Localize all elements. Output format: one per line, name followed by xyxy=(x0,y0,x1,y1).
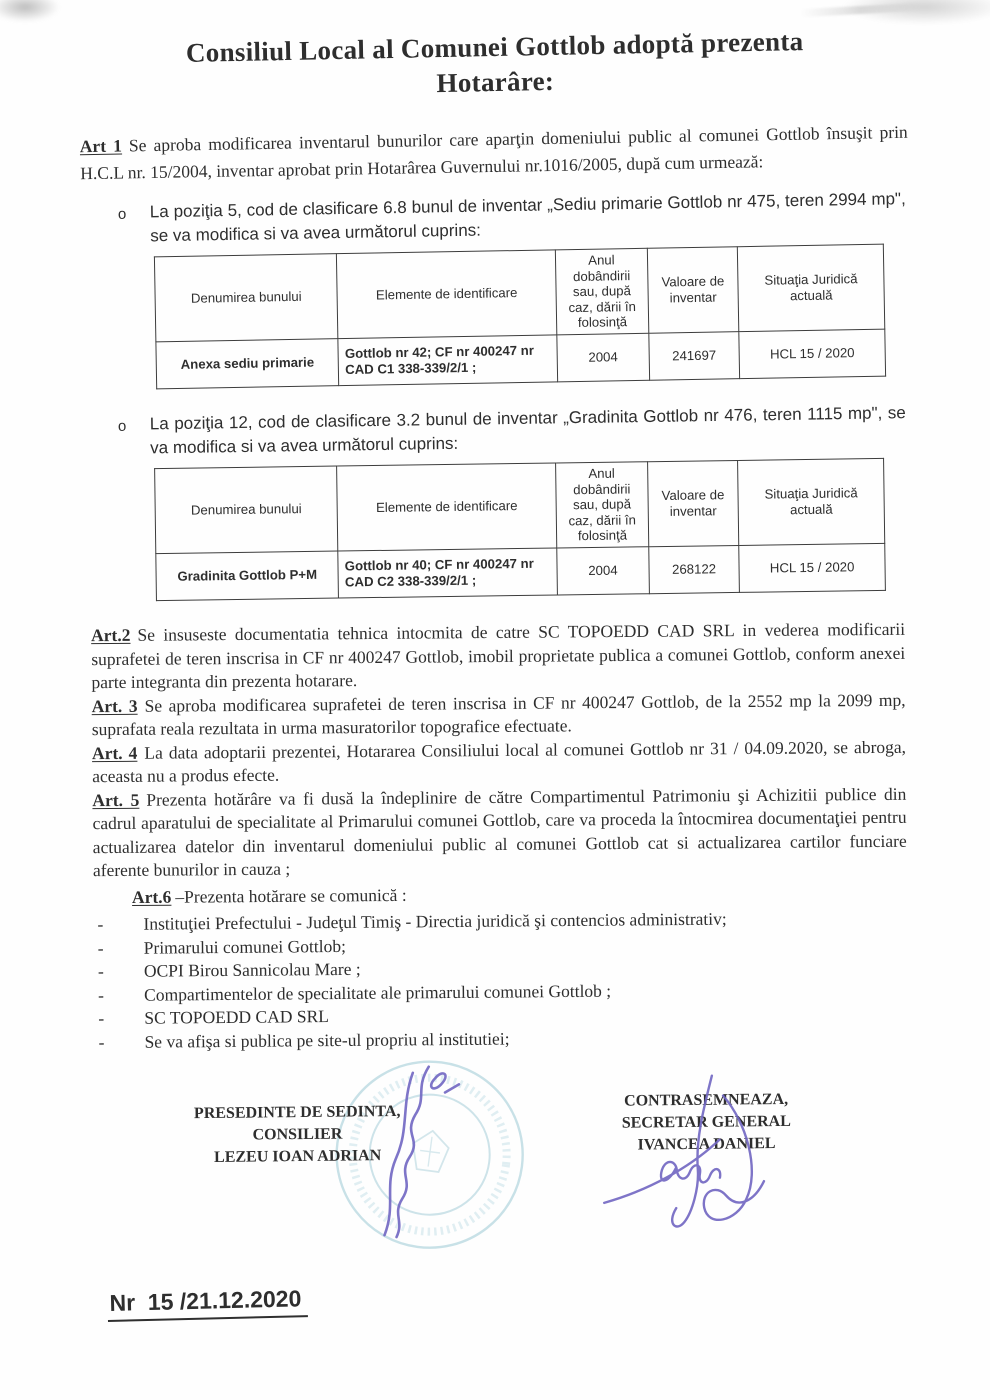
president-name: LEZEU IOAN ADRIAN xyxy=(214,1146,382,1166)
article-5 xyxy=(92,782,907,882)
col-header-anul: Anul dobândirii sau, după caz, dării în folosinţă xyxy=(555,248,648,334)
article-3 xyxy=(92,688,906,741)
article-6-label: Art.6 xyxy=(131,886,172,907)
article-3-text: Se aproba modificarea suprafetei de teren inscrisa in CF nr 400247 Gottlob, de la 2552 mp la 2099 mp, suprafata reala rezultata in urma masuratorilor topografice efectuate. xyxy=(91,689,906,740)
col-header-situatia: Situaţia Juridică actuală xyxy=(738,458,885,545)
list-item-dash: - xyxy=(98,984,105,1005)
cell-valoare: 241697 xyxy=(649,331,740,380)
president-handwritten-signature xyxy=(345,1062,467,1243)
secretary-handwritten-signature xyxy=(597,1068,809,1245)
signature-section xyxy=(0,1060,990,1310)
cell-elemente: Gottlob nr 42; CF nr 400247 nr CAD C1 338-339/2/1 ; xyxy=(338,334,557,385)
list-item-dash: - xyxy=(97,960,104,981)
article-4-label: Art. 4 xyxy=(91,742,138,763)
title-line-2: Hotarâre: xyxy=(436,65,555,99)
col-header-elemente: Elemente de identificare xyxy=(337,250,557,338)
col-header-denumirea: Denumirea bunului xyxy=(155,466,338,553)
cell-situatia: HCL 15 / 2020 xyxy=(739,329,886,379)
cell-situatia: HCL 15 / 2020 xyxy=(739,542,885,591)
col-header-situatia: Situaţia Juridică actuală xyxy=(737,244,884,331)
article-1-label: Art 1 xyxy=(79,135,123,157)
document-title xyxy=(89,22,900,108)
scan-smudge-top-right xyxy=(844,0,990,24)
article-6-text: –Prezenta hotărare se comunică : xyxy=(175,884,407,907)
secretary-title: CONTRASEMNEAZA, xyxy=(624,1090,789,1110)
decision-number: Nr 15 /21.12.2020 xyxy=(107,1285,308,1322)
bullet-marker: o xyxy=(117,417,127,435)
bullet-position-12 xyxy=(118,401,907,461)
article-2-text: Se insuseste documentatia tehnica intocmita de catre SC TOPOEDD CAD SRL in vederea modificarii suprafetei de teren inscrisa in CF nr 400247 Gottlob, imobil proprietate publica a comunei Gottlob, conform anexei parte integranta din prezenta hotarare. xyxy=(91,618,906,693)
col-header-anul: Anul dobândirii sau, după caz, dării în folosinţă xyxy=(556,461,649,547)
list-item-text: Primarului comunei Gottlob; xyxy=(143,934,346,957)
table-header-row xyxy=(155,458,885,553)
article-1-text: Se aproba modificarea inventarul bunurilor care aparţin domeniului public al comunei Gottlob însuşit prin H.C.L nr. 15/2004, inventar aprobat prin Hotarârea Guvernului nr.1016/2005, după cum urmează: xyxy=(80,121,908,184)
secretary-role: SECRETAR GENERAL xyxy=(621,1112,791,1132)
president-role: CONSILIER xyxy=(252,1125,343,1144)
col-header-elemente: Elemente de identificare xyxy=(337,462,557,550)
bullet-position-5 xyxy=(118,187,907,249)
article-4-text: La data adoptarii prezentei, Hotararea Consiliului local al comunei Gottlob nr 31 / 04.09.2020, se abroga, aceasta nu a produs efecte. xyxy=(92,736,907,787)
cell-anul: 2004 xyxy=(557,546,649,594)
table-header-row xyxy=(154,244,884,341)
scan-smudge-top-left xyxy=(0,0,60,22)
notification-list xyxy=(0,906,907,1054)
article-4 xyxy=(92,735,906,788)
article-6 xyxy=(132,878,906,908)
article-2 xyxy=(91,618,906,695)
articles-block xyxy=(0,617,990,883)
list-item-text: Instituţiei Prefectului - Judeţul Timiş - Directia juridică şi contencios administrativ; xyxy=(143,908,727,934)
scan-streak-top-right xyxy=(800,3,920,17)
col-header-valoare: Valoare de inventar xyxy=(647,460,739,546)
president-title: PRESEDINTE DE SEDINTA, xyxy=(193,1102,401,1122)
bullet-text: La poziţia 12, cod de clasificare 3.2 bunul de inventar „Gradinita Gottlob nr 476, teren 1115 mp", se va modifica si va avea următorul cuprins: xyxy=(149,402,906,457)
list-item-text: OCPI Birou Sannicolau Mare ; xyxy=(143,958,361,981)
secretary-name: IVANCEA DANIEL xyxy=(637,1134,776,1154)
title-line-1: Consiliul Local al Comunei Gottlob adoptă prezenta xyxy=(185,26,804,68)
bullet-marker: o xyxy=(117,205,127,223)
article-5-text: Prezenta hotărâre va fi dusă la îndeplinire de către Compartimentul Patrimoniu şi Achizitii publice din cadrul aparatului de specialitate al Primarului comunei Gottlob, care va proceda la întocmirea documentaţiei pentru actualizarea datelor din inventarul domeniului public al comunei Gottlob cat si actualizarea cartilor funciare aferente bunurilor in cauza ; xyxy=(92,783,907,881)
cell-elemente: Gottlob nr 40; CF nr 400247 nr CAD C2 338-339/2/1 ; xyxy=(338,547,557,597)
cell-denumirea: Anexa sediu primarie xyxy=(156,338,339,388)
list-item-dash: - xyxy=(98,1031,105,1052)
list-item-dash: - xyxy=(97,913,104,934)
cell-valoare: 268122 xyxy=(649,544,740,592)
list-item-dash: - xyxy=(98,1007,105,1028)
list-item-text: Se va afişa si publica pe site-ul propriu al institutiei; xyxy=(144,1027,510,1051)
list-item-text: Compartimentelor de specialitate ale primarului comunei Gottlob ; xyxy=(144,979,612,1004)
inventory-table-position-12 xyxy=(154,457,886,600)
list-item-dash: - xyxy=(97,937,104,958)
col-header-valoare: Valoare de inventar xyxy=(647,247,739,333)
article-5-label: Art. 5 xyxy=(92,789,140,810)
list-item-text: SC TOPOEDD CAD SRL xyxy=(144,1005,330,1028)
cell-denumirea: Gradinita Gottlob P+M xyxy=(156,550,339,600)
article-1 xyxy=(80,119,909,187)
bullet-text: La poziţia 5, cod de clasificare 6.8 bunul de inventar „Sediu primarie Gottlob nr 475, teren 2994 mp", se va modifica si va avea următorul cuprins: xyxy=(149,189,906,246)
col-header-denumirea: Denumirea bunului xyxy=(154,254,338,342)
table-row xyxy=(156,542,886,599)
cell-anul: 2004 xyxy=(557,333,650,382)
inventory-table-position-5 xyxy=(154,244,886,389)
article-3-label: Art. 3 xyxy=(91,695,138,716)
article-2-label: Art.2 xyxy=(91,624,131,646)
